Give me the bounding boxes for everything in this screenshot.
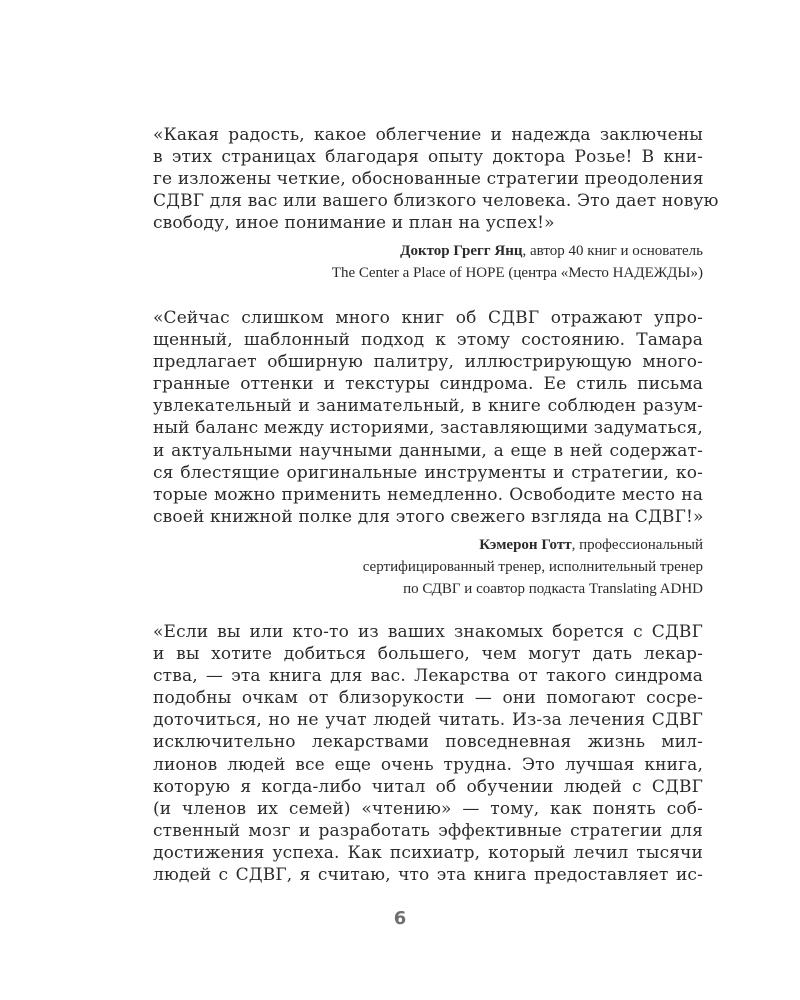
- quote-line: торые можно применить немедленно. Освободите место на: [153, 484, 703, 505]
- testimonial-quote-2: [153, 307, 703, 600]
- quote-line: доточиться, но не учат людей читать. Из-за лечения СДВГ: [153, 710, 703, 731]
- attribution-line: по СДВГ и соавтор подкаста Translating ADHD: [403, 580, 703, 597]
- author-name: Доктор Грегг Янц: [400, 243, 523, 260]
- quote-line: и актуальными научными данными, а еще в ней содержат-: [153, 440, 703, 461]
- quote-line: (и членов их семей) «чтению» — тому, как понять соб-: [153, 798, 703, 819]
- quote-line: ся блестящие оригинальные инструменты и стратегии, ко-: [153, 462, 703, 483]
- quote-line: и вы хотите добиться большего, чем могут дать лекар-: [153, 644, 703, 665]
- quote-line: СДВГ для вас или вашего близкого человека. Это дает новую: [153, 191, 719, 212]
- quote-line: лионов людей все еще очень трудна. Это лучшая книга,: [153, 754, 703, 775]
- quote-line: гранные оттенки и текстуры синдрома. Ее стиль письма: [153, 374, 703, 395]
- author-role: , автор 40 книг и основатель: [522, 243, 703, 260]
- author-name: Кэмерон Готт: [479, 536, 572, 553]
- quote-line: ства, — эта книга для вас. Лекарства от такого синдрома: [153, 666, 703, 687]
- quote-line: ственный мозг и разработать эффективные стратегии для: [153, 820, 703, 841]
- quote-line: в этих страницах благодаря опыту доктора Розье! В кни-: [153, 147, 703, 168]
- quote-line: людей с СДВГ, я считаю, что эта книга предоставляет ис-: [153, 865, 703, 886]
- quote-text: [153, 124, 719, 234]
- quote-text: [153, 621, 703, 886]
- quote-line: «Если вы или кто-то из ваших знакомых борется с СДВГ: [153, 622, 703, 642]
- testimonial-quote-3: [153, 621, 703, 886]
- quote-line: подобны очкам от близорукости — они помогают сосре-: [153, 688, 703, 709]
- quote-line: исключительно лекарствами повседневная жизнь мил-: [153, 732, 703, 753]
- quote-line: ге изложены четкие, обоснованные стратегии преодоления: [153, 169, 704, 190]
- quote-line: «Сейчас слишком много книг об СДВГ отражают упро-: [153, 308, 703, 328]
- quote-attribution: [153, 240, 703, 284]
- quote-line: своей книжной полке для этого свежего взгляда на СДВГ!»: [153, 506, 704, 527]
- quote-line: которую я когда-либо читал об обучении людей с СДВГ: [153, 776, 703, 797]
- quote-line: ный баланс между историями, заставляющими задуматься,: [153, 418, 703, 439]
- attribution-line: [153, 240, 703, 262]
- quote-line: предлагает обширную палитру, иллюстрирующую много-: [153, 352, 703, 373]
- quote-line: достижения успеха. Как психиатр, который лечил тысячи: [153, 842, 703, 863]
- attribution-line: The Center a Place of HOPE (центра «Место НАДЕЖДЫ»): [331, 265, 703, 282]
- attribution-line: [153, 534, 703, 556]
- quote-line: увлекательный и занимательный, в книге соблюден разум-: [153, 396, 703, 417]
- quote-line: свободу, иное понимание и план на успех!»: [153, 213, 555, 234]
- attribution-line: сертифицированный тренер, исполнительный тренер: [362, 558, 703, 575]
- quote-line: «Какая радость, какое облегчение и надежда заключены: [153, 125, 703, 145]
- author-role: , профессиональный: [571, 536, 703, 553]
- quote-attribution: [153, 534, 703, 600]
- page-number: 6: [393, 908, 407, 929]
- quote-line: щенный, шаблонный подход к этому состоянию. Тамара: [153, 330, 703, 351]
- quote-text: [153, 307, 703, 528]
- testimonial-quote-1: [153, 124, 719, 284]
